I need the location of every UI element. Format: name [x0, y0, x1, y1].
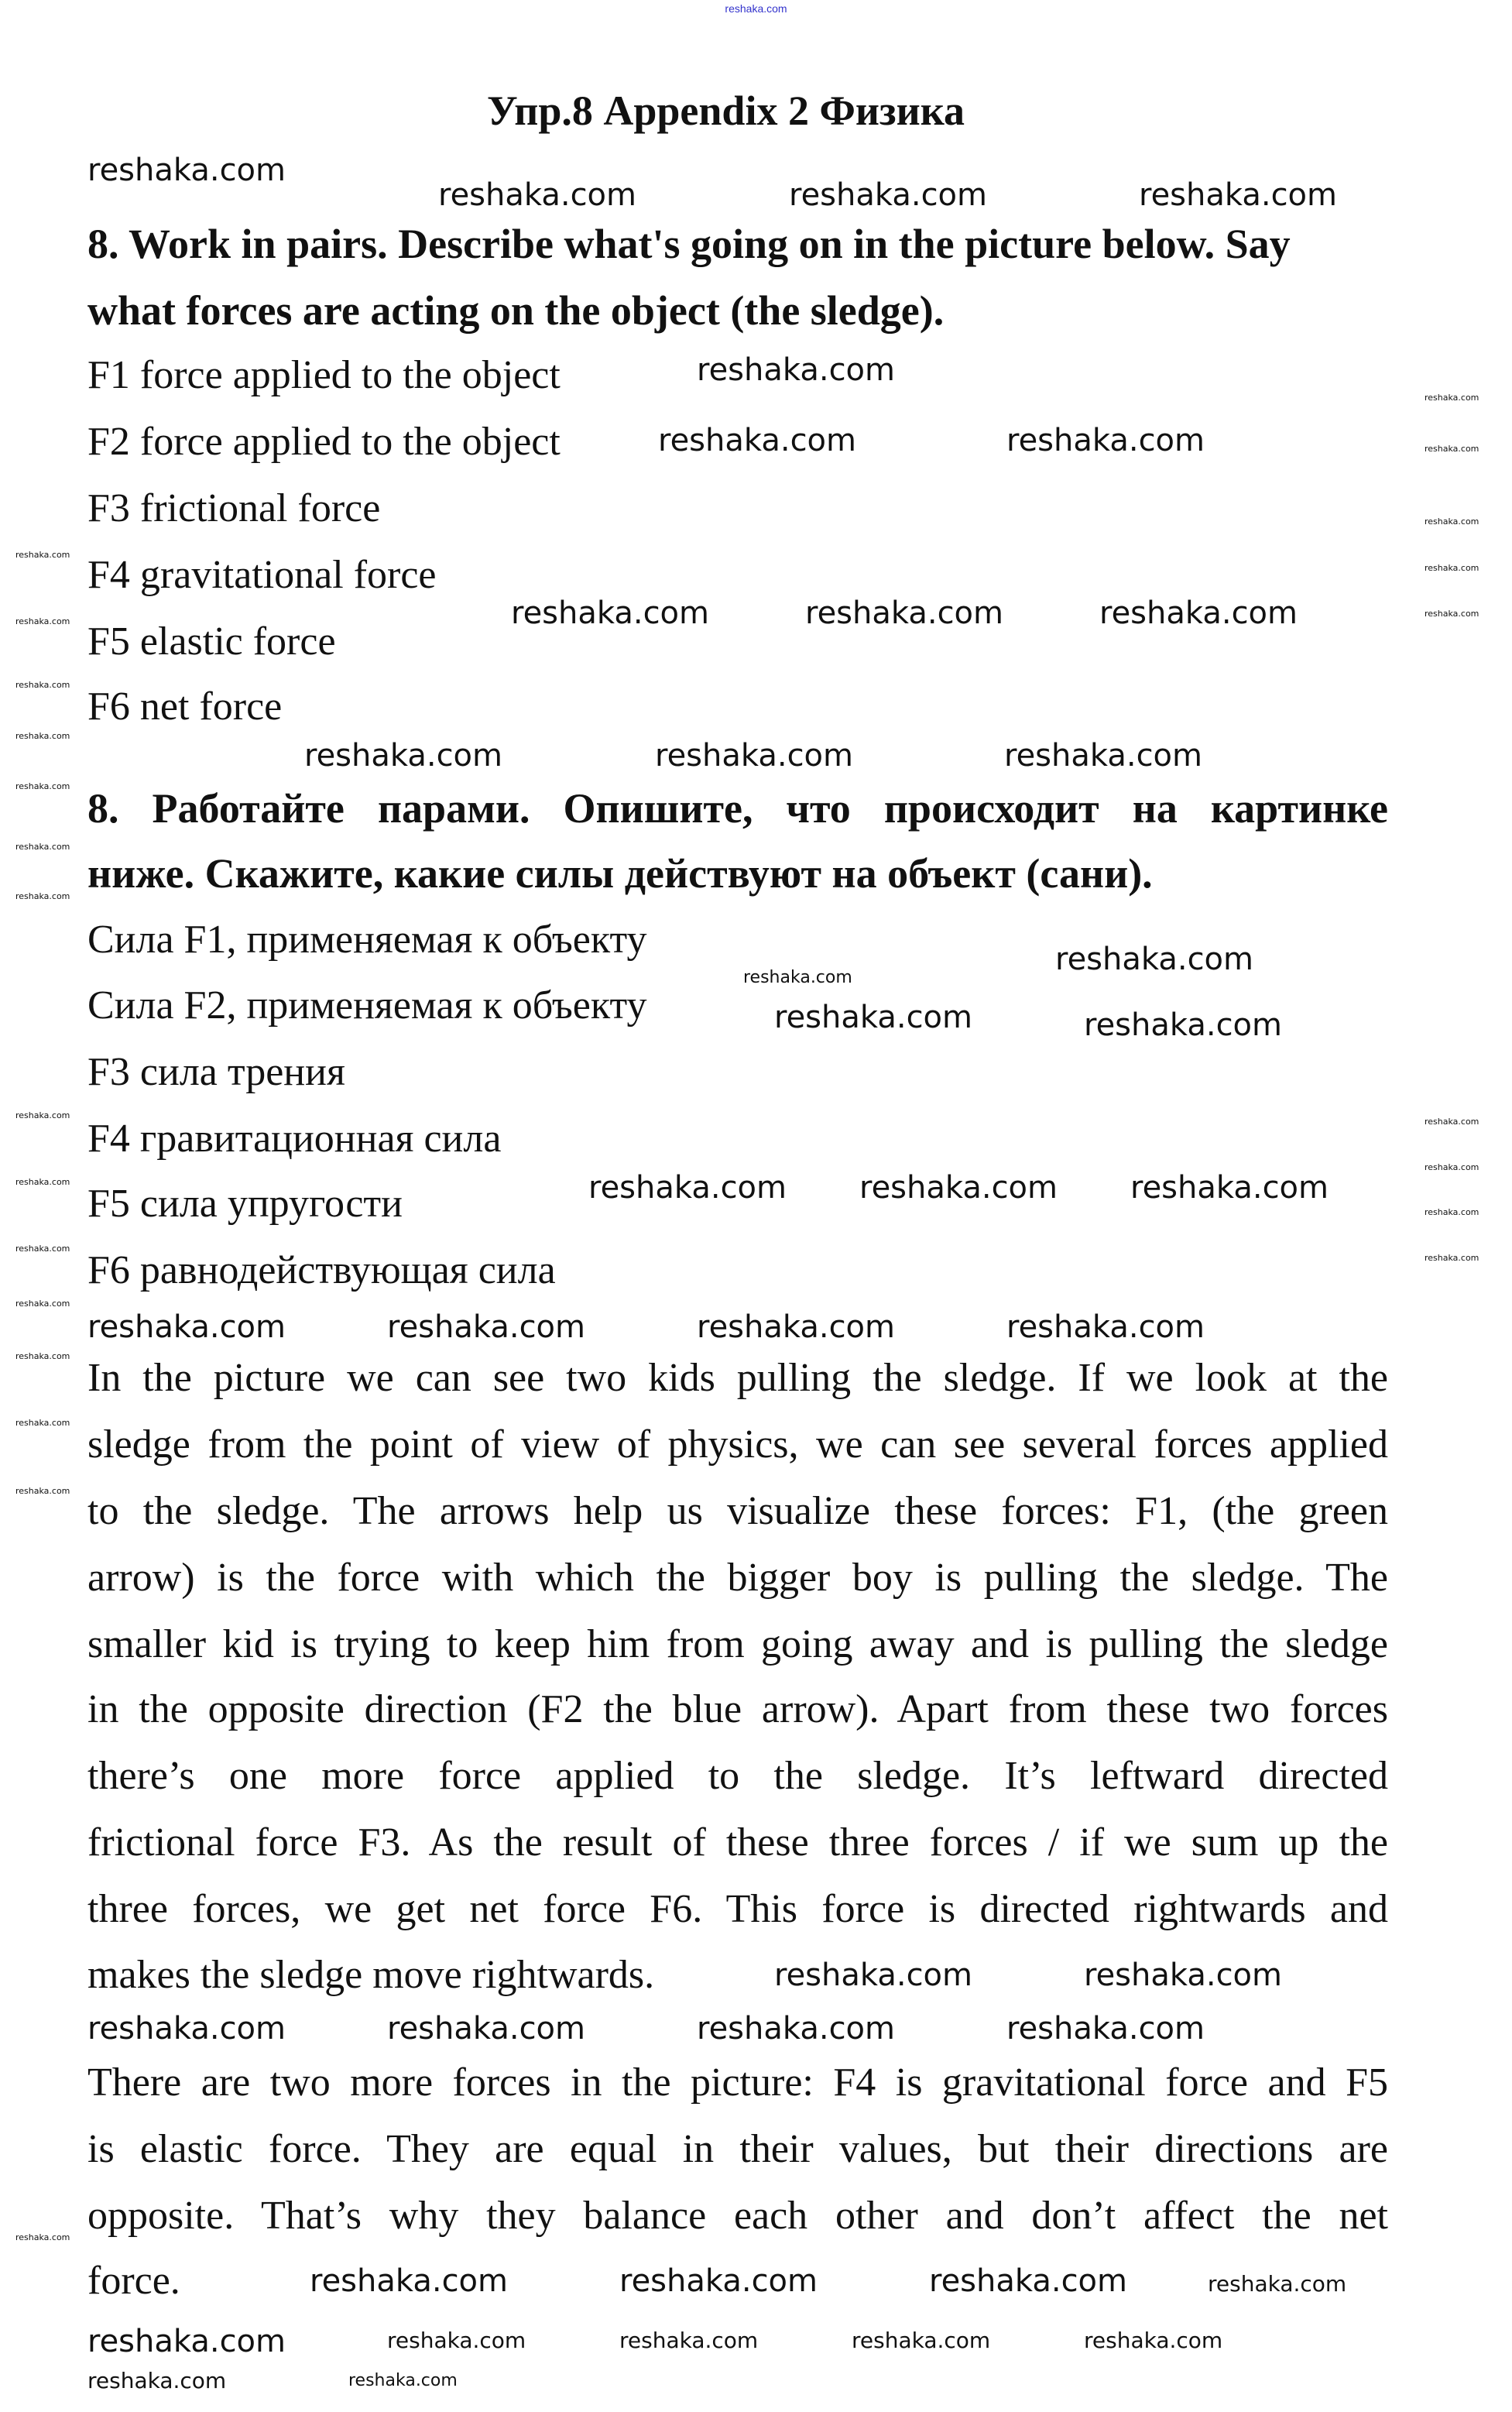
watermark: reshaka.com — [387, 1309, 585, 1345]
watermark: reshaka.com — [15, 1486, 70, 1496]
watermark: reshaka.com — [15, 1418, 70, 1428]
watermark: reshaka.com — [697, 352, 895, 388]
watermark: reshaka.com — [743, 968, 852, 987]
watermark: reshaka.com — [15, 616, 70, 626]
watermark: reshaka.com — [1425, 609, 1479, 619]
watermark: reshaka.com — [438, 177, 636, 213]
watermark: reshaka.com — [1004, 738, 1202, 774]
russian-force-item: F5 сила упругости — [87, 1182, 403, 1226]
answer-paragraph1-line: makes the sledge move rightwards. — [87, 1953, 655, 1997]
watermark: reshaka.com — [87, 2011, 286, 2047]
watermark: reshaka.com — [348, 2371, 458, 2390]
watermark: reshaka.com — [15, 550, 70, 560]
watermark: reshaka.com — [1006, 2011, 1205, 2047]
watermark: reshaka.com — [774, 1957, 972, 1993]
watermark: reshaka.com — [1425, 1253, 1479, 1263]
watermark: reshaka.com — [805, 595, 1003, 631]
watermark: reshaka.com — [15, 1244, 70, 1254]
russian-force-item: Сила F2, применяемая к объекту — [87, 983, 647, 1028]
watermark: reshaka.com — [655, 738, 853, 774]
page-title: Упр.8 Appendix 2 Физика — [487, 87, 965, 134]
watermark: reshaka.com — [1130, 1170, 1329, 1206]
english-force-item: F2 force applied to the object — [87, 420, 561, 464]
watermark: reshaka.com — [1084, 2328, 1223, 2353]
english-heading-line: 8. Work in pairs. Describe what's going on in the picture below. Say — [87, 221, 1291, 267]
top-watermark: reshaka.com — [725, 2, 787, 15]
watermark: reshaka.com — [15, 1299, 70, 1309]
watermark: reshaka.com — [588, 1170, 787, 1206]
watermark: reshaka.com — [87, 2324, 286, 2359]
answer-paragraph2-line: force. — [87, 2259, 180, 2303]
watermark: reshaka.com — [1425, 1162, 1479, 1172]
answer-paragraph1-line: three forces, we get net force F6. This force is directed rightwards and — [87, 1887, 1388, 1931]
answer-paragraph2-line: opposite. That’s why they balance each other and don’t affect the net — [87, 2194, 1388, 2238]
watermark: reshaka.com — [1208, 2271, 1347, 2297]
watermark: reshaka.com — [310, 2263, 508, 2299]
watermark: reshaka.com — [1055, 942, 1253, 977]
answer-paragraph2-line: There are two more forces in the picture: F4 is gravitational force and F5 — [87, 2060, 1388, 2105]
watermark: reshaka.com — [929, 2263, 1127, 2299]
watermark: reshaka.com — [1425, 516, 1479, 527]
watermark: reshaka.com — [658, 423, 856, 458]
russian-force-item: Сила F1, применяемая к объекту — [87, 918, 647, 962]
watermark: reshaka.com — [87, 2368, 227, 2393]
watermark: reshaka.com — [15, 1351, 70, 1361]
english-force-item: F3 frictional force — [87, 486, 381, 530]
watermark: reshaka.com — [15, 842, 70, 852]
english-heading-line: what forces are acting on the object (the sledge). — [87, 287, 945, 334]
watermark: reshaka.com — [15, 731, 70, 741]
watermark: reshaka.com — [15, 1110, 70, 1120]
english-force-item: F5 elastic force — [87, 619, 336, 664]
watermark: reshaka.com — [87, 153, 286, 188]
english-force-item: F6 net force — [87, 684, 283, 729]
answer-paragraph1-line: arrow) is the force with which the bigger boy is pulling the sledge. The — [87, 1556, 1388, 1600]
watermark: reshaka.com — [1084, 1007, 1282, 1043]
answer-paragraph1-line: in the opposite direction (F2 the blue arrow). Apart from these two forces — [87, 1687, 1388, 1731]
watermark: reshaka.com — [1006, 1309, 1205, 1345]
answer-paragraph2-line: is elastic force. They are equal in their values, but their directions are — [87, 2127, 1388, 2171]
watermark: reshaka.com — [15, 891, 70, 901]
watermark: reshaka.com — [15, 781, 70, 791]
watermark: reshaka.com — [1425, 444, 1479, 454]
watermark: reshaka.com — [1139, 177, 1337, 213]
watermark: reshaka.com — [1006, 423, 1205, 458]
watermark: reshaka.com — [697, 1309, 895, 1345]
watermark: reshaka.com — [1099, 595, 1298, 631]
watermark: reshaka.com — [697, 2011, 895, 2047]
watermark: reshaka.com — [1425, 1117, 1479, 1127]
watermark: reshaka.com — [1084, 1957, 1282, 1993]
watermark: reshaka.com — [859, 1170, 1058, 1206]
answer-paragraph1-line: frictional force F3. As the result of these three forces / if we sum up the — [87, 1820, 1388, 1865]
russian-force-item: F3 сила трения — [87, 1050, 345, 1094]
watermark: reshaka.com — [304, 738, 502, 774]
watermark: reshaka.com — [1425, 563, 1479, 573]
watermark: reshaka.com — [619, 2328, 759, 2353]
watermark: reshaka.com — [1425, 393, 1479, 403]
watermark: reshaka.com — [789, 177, 987, 213]
watermark: reshaka.com — [87, 1309, 286, 1345]
english-force-item: F1 force applied to the object — [87, 353, 561, 397]
english-force-item: F4 gravitational force — [87, 553, 437, 597]
russian-force-item: F6 равнодействующая сила — [87, 1248, 556, 1292]
watermark: reshaka.com — [15, 680, 70, 690]
watermark: reshaka.com — [774, 1000, 972, 1035]
watermark: reshaka.com — [387, 2328, 526, 2353]
answer-paragraph1-line: sledge from the point of view of physics, we can see several forces applied — [87, 1422, 1388, 1467]
russian-force-item: F4 гравитационная сила — [87, 1117, 502, 1161]
russian-heading-line: ниже. Скажите, какие силы действуют на объект (сани). — [87, 850, 1153, 897]
watermark: reshaka.com — [15, 1177, 70, 1187]
watermark: reshaka.com — [619, 2263, 818, 2299]
watermark: reshaka.com — [1425, 1207, 1479, 1217]
answer-paragraph1-line: there’s one more force applied to the sledge. It’s leftward directed — [87, 1754, 1388, 1798]
watermark: reshaka.com — [387, 2011, 585, 2047]
watermark: reshaka.com — [511, 595, 709, 631]
answer-paragraph1-line: to the sledge. The arrows help us visualize these forces: F1, (the green — [87, 1489, 1388, 1533]
watermark: reshaka.com — [15, 2232, 70, 2242]
answer-paragraph1-line: In the picture we can see two kids pulling the sledge. If we look at the — [87, 1356, 1388, 1400]
russian-heading-line: 8. Работайте парами. Опишите, что происходит на картинке — [87, 785, 1388, 832]
watermark: reshaka.com — [852, 2328, 991, 2353]
answer-paragraph1-line: smaller kid is trying to keep him from going away and is pulling the sledge — [87, 1622, 1388, 1666]
